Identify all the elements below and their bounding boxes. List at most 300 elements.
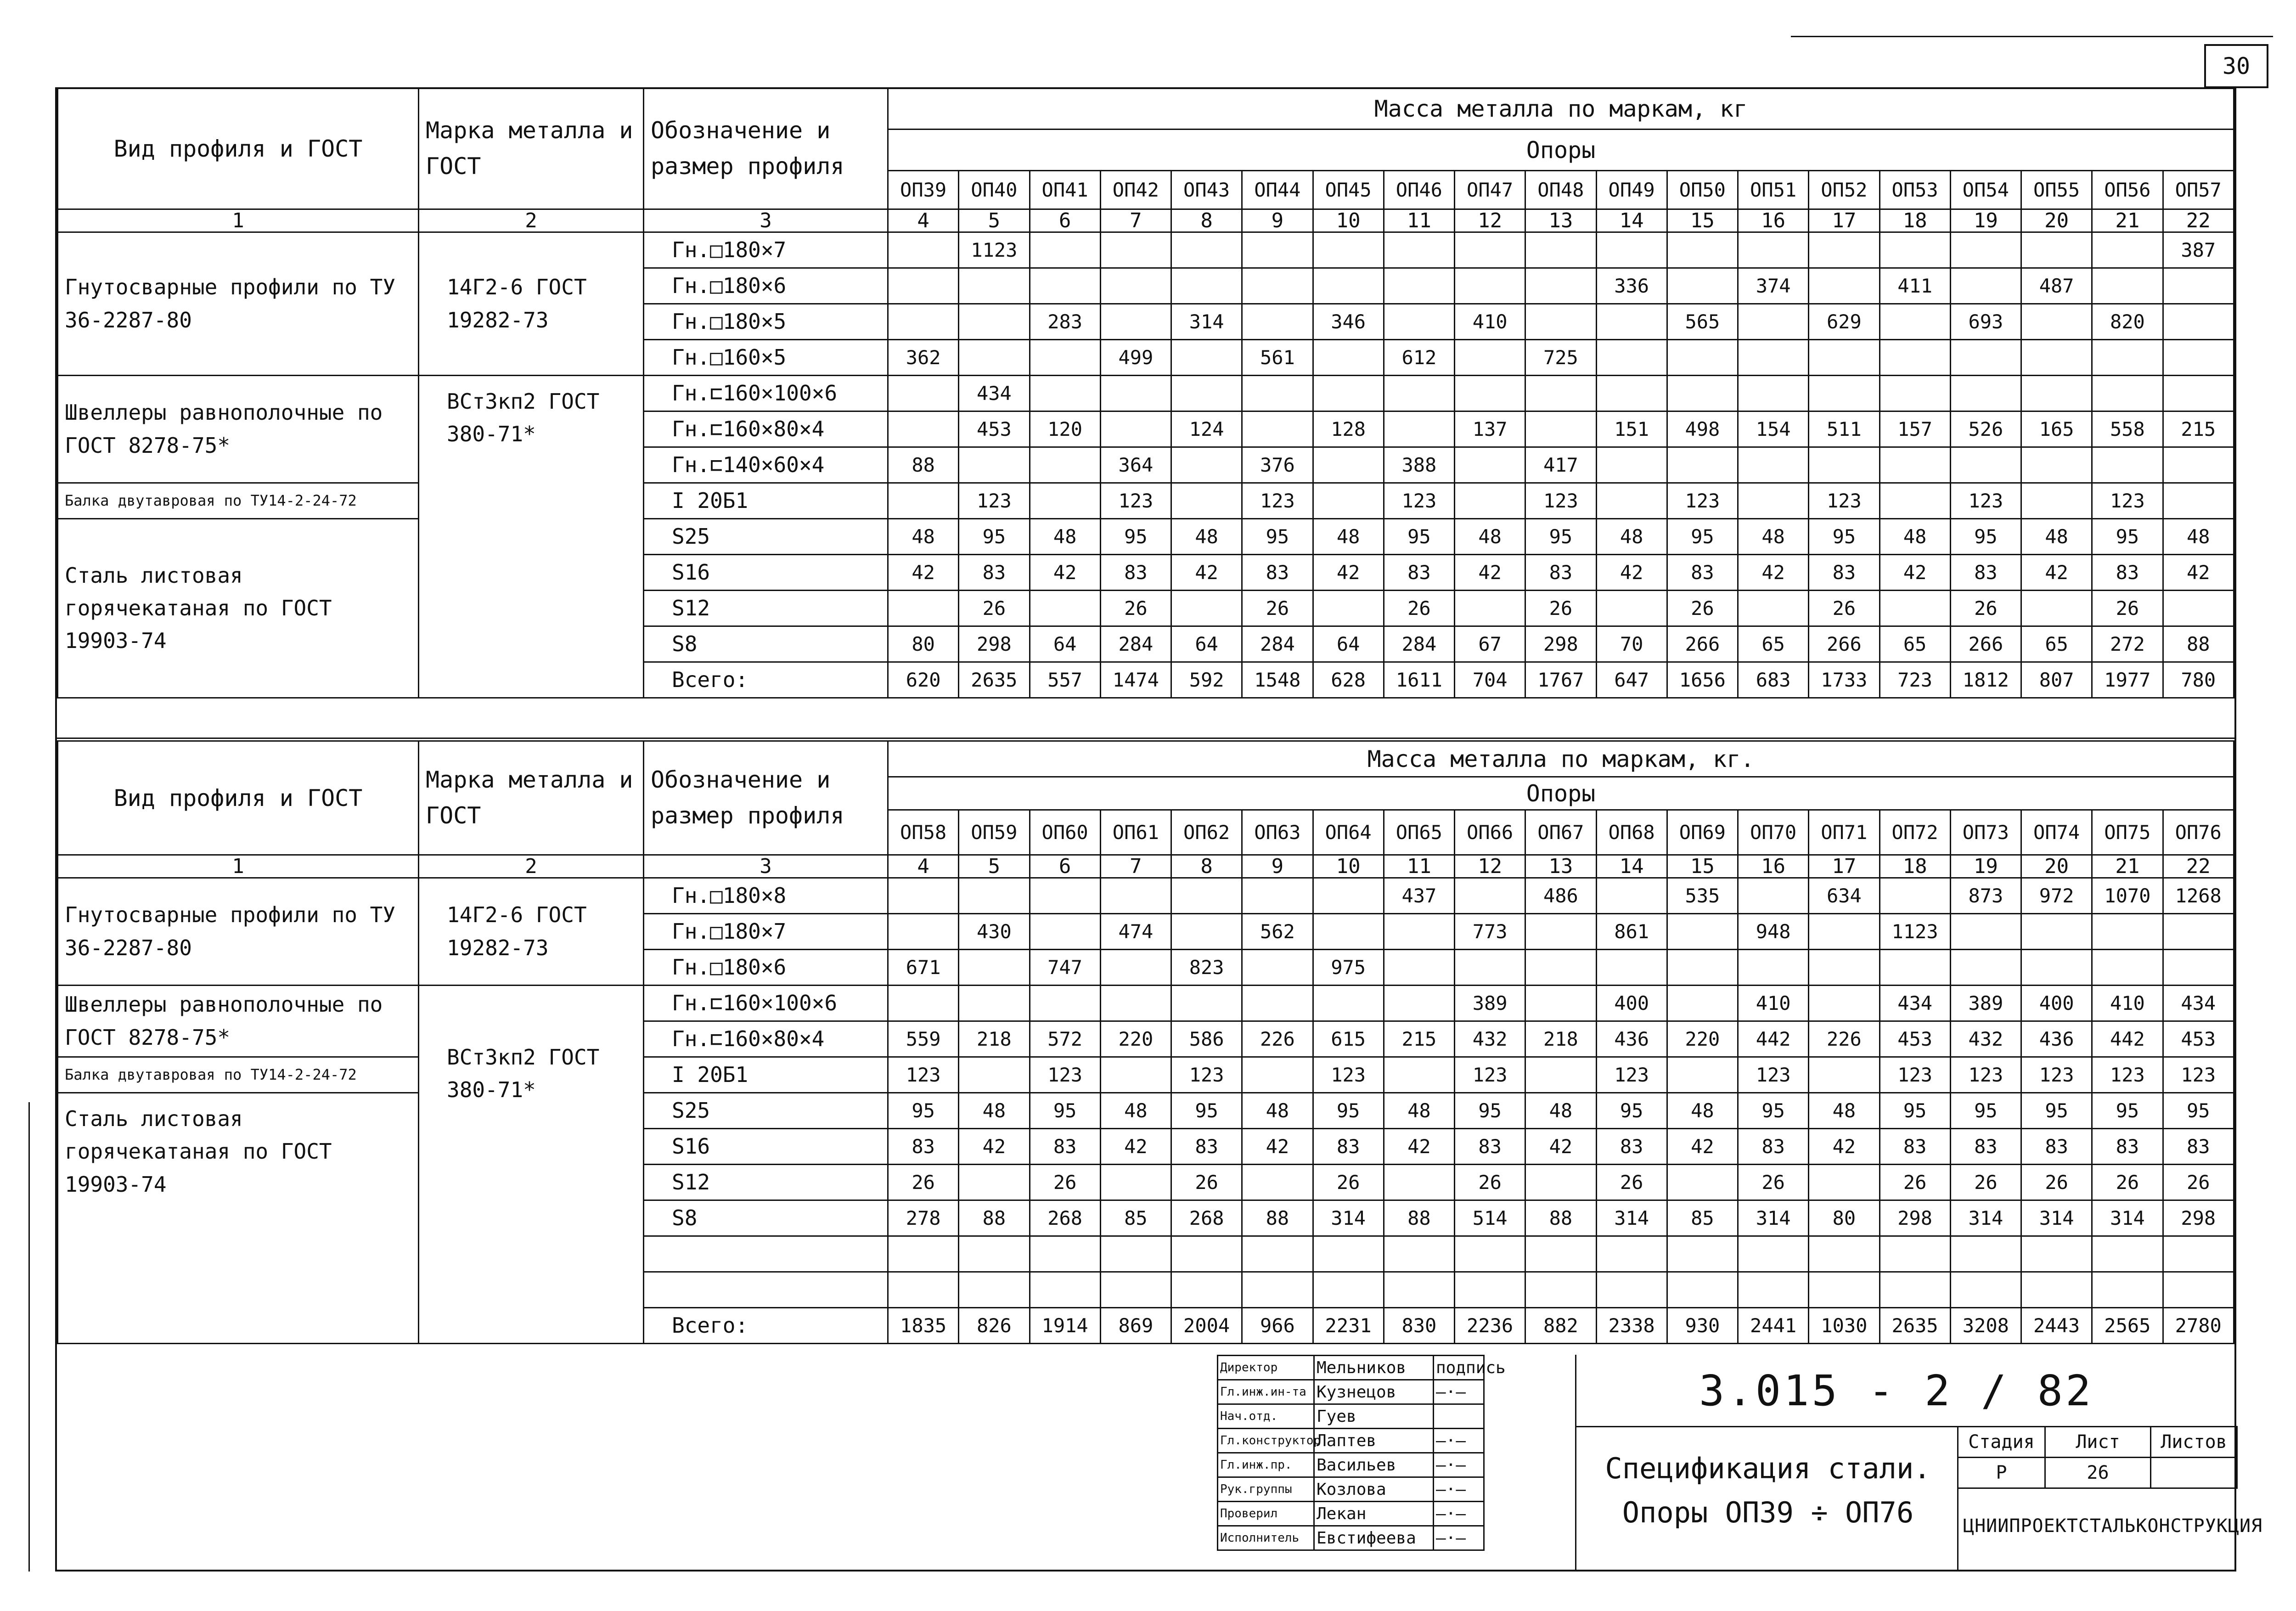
mass-value: 830 bbox=[1384, 1308, 1454, 1344]
mass-value bbox=[1171, 268, 1242, 304]
mass-value bbox=[888, 411, 959, 447]
mass-value: 410 bbox=[1455, 304, 1525, 340]
mass-value: 83 bbox=[1455, 1129, 1525, 1165]
mass-value: 557 bbox=[1030, 662, 1100, 698]
profile-designation: S16 bbox=[644, 555, 888, 591]
mass-value bbox=[1171, 591, 1242, 626]
mass-value bbox=[1242, 376, 1313, 411]
support-code: ОП55 bbox=[2021, 171, 2092, 209]
mass-value bbox=[1242, 1236, 1313, 1272]
mass-value: 123 bbox=[2092, 1057, 2163, 1093]
profile-designation: Гн.□180×6 bbox=[644, 268, 888, 304]
mass-value bbox=[1455, 878, 1525, 914]
column-number: 12 bbox=[1455, 855, 1525, 878]
mass-value: 123 bbox=[1667, 483, 1738, 519]
profile-designation: I 20Б1 bbox=[644, 483, 888, 519]
mass-value: 123 bbox=[1950, 1057, 2021, 1093]
mass-value: 2236 bbox=[1455, 1308, 1525, 1344]
mass-value: 1548 bbox=[1242, 662, 1313, 698]
mass-value: 42 bbox=[1596, 555, 1667, 591]
mass-value bbox=[959, 986, 1030, 1021]
mass-value: 861 bbox=[1596, 914, 1667, 950]
mass-value bbox=[959, 447, 1030, 483]
mass-value bbox=[1667, 340, 1738, 376]
mass-value bbox=[1384, 376, 1454, 411]
mass-value bbox=[1738, 340, 1809, 376]
mass-value bbox=[1313, 268, 1384, 304]
mass-value: 266 bbox=[1950, 626, 2021, 662]
mass-value bbox=[1313, 914, 1384, 950]
support-code: ОП42 bbox=[1100, 171, 1171, 209]
mass-value: 410 bbox=[2092, 986, 2163, 1021]
mass-value: 48 bbox=[1100, 1093, 1171, 1129]
mass-value bbox=[959, 1057, 1030, 1093]
mass-value: 95 bbox=[888, 1093, 959, 1129]
mass-value: 26 bbox=[1100, 591, 1171, 626]
spec-table-2 bbox=[57, 740, 2234, 1344]
mass-value bbox=[1455, 1236, 1525, 1272]
signature-row bbox=[1218, 1356, 1484, 1380]
mass-value bbox=[1950, 1272, 2021, 1308]
mass-value: 42 bbox=[1738, 555, 1809, 591]
mass-value: 42 bbox=[1809, 1129, 1880, 1165]
profile-designation: Гн.⊏160×80×4 bbox=[644, 1021, 888, 1057]
support-code: ОП66 bbox=[1455, 810, 1525, 855]
mass-value bbox=[2021, 340, 2092, 376]
mass-value: 1914 bbox=[1030, 1308, 1100, 1344]
support-code: ОП62 bbox=[1171, 810, 1242, 855]
signer-sign: —·— bbox=[1434, 1380, 1484, 1404]
mass-title: Масса металла по маркам, кг. bbox=[888, 741, 2234, 777]
mass-value bbox=[1100, 950, 1171, 986]
mass-value bbox=[1171, 914, 1242, 950]
mass-value bbox=[888, 268, 959, 304]
mass-value bbox=[1525, 1236, 1596, 1272]
mass-value: 1656 bbox=[1667, 662, 1738, 698]
mass-value: 95 bbox=[1030, 1093, 1100, 1129]
mass-value bbox=[2163, 447, 2234, 483]
mass-value bbox=[1242, 1057, 1313, 1093]
mass-value bbox=[2163, 1272, 2234, 1308]
signature-row bbox=[1218, 1404, 1484, 1429]
support-code: ОП48 bbox=[1525, 171, 1596, 209]
mass-value: 48 bbox=[888, 519, 959, 555]
mass-value bbox=[1384, 268, 1454, 304]
mass-value bbox=[1809, 1165, 1880, 1200]
mass-value: 930 bbox=[1667, 1308, 1738, 1344]
mass-value bbox=[1525, 376, 1596, 411]
mass-value bbox=[1667, 950, 1738, 986]
mass-value: 2231 bbox=[1313, 1308, 1384, 1344]
mass-value: 48 bbox=[1667, 1093, 1738, 1129]
mass-value bbox=[1455, 340, 1525, 376]
mass-value: 48 bbox=[1384, 1093, 1454, 1129]
mass-value: 42 bbox=[1242, 1129, 1313, 1165]
mass-value bbox=[1030, 1272, 1100, 1308]
column-number: 20 bbox=[2021, 209, 2092, 232]
profile-designation: S8 bbox=[644, 1200, 888, 1236]
mass-value bbox=[1455, 447, 1525, 483]
support-code: ОП40 bbox=[959, 171, 1030, 209]
column-number: 8 bbox=[1171, 855, 1242, 878]
mass-value: 723 bbox=[1880, 662, 1950, 698]
column-number: 10 bbox=[1313, 855, 1384, 878]
mass-value: 120 bbox=[1030, 411, 1100, 447]
mass-value: 48 bbox=[959, 1093, 1030, 1129]
mass-value: 95 bbox=[2163, 1093, 2234, 1129]
mass-value bbox=[959, 1272, 1030, 1308]
support-code: ОП75 bbox=[2092, 810, 2163, 855]
mass-value bbox=[1880, 376, 1950, 411]
mass-value bbox=[1030, 340, 1100, 376]
mass-value: 123 bbox=[1880, 1057, 1950, 1093]
mass-value: 64 bbox=[1030, 626, 1100, 662]
mass-value: 48 bbox=[1525, 1093, 1596, 1129]
mass-value bbox=[2092, 914, 2163, 950]
column-number: 12 bbox=[1455, 209, 1525, 232]
support-code: ОП69 bbox=[1667, 810, 1738, 855]
mass-value: 95 bbox=[959, 519, 1030, 555]
mass-value bbox=[2092, 1272, 2163, 1308]
mass-value bbox=[1738, 483, 1809, 519]
mass-value bbox=[1809, 1236, 1880, 1272]
mass-value bbox=[1596, 483, 1667, 519]
mass-value: 26 bbox=[1313, 1165, 1384, 1200]
mass-value: 42 bbox=[1030, 555, 1100, 591]
mass-value bbox=[1384, 914, 1454, 950]
mass-value bbox=[1667, 1236, 1738, 1272]
mass-value bbox=[1950, 950, 2021, 986]
mass-value: 434 bbox=[1880, 986, 1950, 1021]
mass-value: 410 bbox=[1738, 986, 1809, 1021]
mass-value: 620 bbox=[888, 662, 959, 698]
mass-value: 26 bbox=[2092, 1165, 2163, 1200]
drawing-title-line2: Опоры ОП39 ÷ ОП76 bbox=[1622, 1496, 1914, 1530]
column-number: 14 bbox=[1596, 855, 1667, 878]
group-channels: Швеллеры равнополочные по ГОСТ 8278-75* bbox=[58, 986, 419, 1057]
mass-value: 873 bbox=[1950, 878, 2021, 914]
mass-value: 612 bbox=[1384, 340, 1454, 376]
col-header-view: Вид профиля и ГОСТ bbox=[58, 741, 419, 855]
sheet-value: 26 bbox=[2045, 1458, 2151, 1488]
mass-value bbox=[1596, 950, 1667, 986]
mass-value: 154 bbox=[1738, 411, 1809, 447]
mass-value bbox=[1313, 878, 1384, 914]
top-border-line bbox=[1791, 36, 2273, 37]
mass-value: 586 bbox=[1171, 1021, 1242, 1057]
mass-value: 1812 bbox=[1950, 662, 2021, 698]
mass-value: 95 bbox=[1950, 519, 2021, 555]
mass-value: 453 bbox=[959, 411, 1030, 447]
mass-value: 123 bbox=[1171, 1057, 1242, 1093]
grade-vst3kp2: ВСт3кп2 ГОСТ 380-71* bbox=[419, 376, 644, 698]
mass-value bbox=[1738, 1236, 1809, 1272]
mass-value: 123 bbox=[959, 483, 1030, 519]
support-code: ОП73 bbox=[1950, 810, 2021, 855]
mass-value: 298 bbox=[2163, 1200, 2234, 1236]
mass-value: 2004 bbox=[1171, 1308, 1242, 1344]
mass-value: 83 bbox=[1950, 555, 2021, 591]
column-number: 17 bbox=[1809, 209, 1880, 232]
mass-value bbox=[1242, 304, 1313, 340]
mass-value: 561 bbox=[1242, 340, 1313, 376]
mass-value: 634 bbox=[1809, 878, 1880, 914]
mass-value bbox=[1242, 1272, 1313, 1308]
mass-value bbox=[1030, 376, 1100, 411]
mass-value bbox=[1738, 376, 1809, 411]
mass-value bbox=[1030, 986, 1100, 1021]
mass-value: 95 bbox=[1596, 1093, 1667, 1129]
mass-value: 26 bbox=[1384, 591, 1454, 626]
col-header-designation: Обозначение и размер профиля bbox=[644, 741, 888, 855]
mass-value: 95 bbox=[2021, 1093, 2092, 1129]
mass-value: 615 bbox=[1313, 1021, 1384, 1057]
profile-designation: Гн.□160×5 bbox=[644, 340, 888, 376]
profile-designation: S12 bbox=[644, 1165, 888, 1200]
mass-value: 157 bbox=[1880, 411, 1950, 447]
mass-value: 284 bbox=[1100, 626, 1171, 662]
mass-value: 2443 bbox=[2021, 1308, 2092, 1344]
mass-value bbox=[1100, 878, 1171, 914]
column-number: 13 bbox=[1525, 209, 1596, 232]
mass-value bbox=[1525, 411, 1596, 447]
profile-designation: S25 bbox=[644, 519, 888, 555]
mass-value: 83 bbox=[1950, 1129, 2021, 1165]
mass-value: 65 bbox=[1880, 626, 1950, 662]
mass-value bbox=[1525, 950, 1596, 986]
mass-value: 95 bbox=[2092, 1093, 2163, 1129]
mass-value: 95 bbox=[1809, 519, 1880, 555]
col-header-view: Вид профиля и ГОСТ bbox=[58, 88, 419, 209]
mass-value: 26 bbox=[1667, 591, 1738, 626]
mass-value bbox=[1455, 232, 1525, 268]
support-code: ОП43 bbox=[1171, 171, 1242, 209]
mass-value: 83 bbox=[1030, 1129, 1100, 1165]
mass-value: 123 bbox=[1384, 483, 1454, 519]
separator-line bbox=[55, 738, 2236, 739]
mass-value bbox=[1171, 483, 1242, 519]
mass-value: 268 bbox=[1030, 1200, 1100, 1236]
mass-value: 123 bbox=[1455, 1057, 1525, 1093]
mass-value: 42 bbox=[1100, 1129, 1171, 1165]
mass-value bbox=[1880, 340, 1950, 376]
mass-value: 535 bbox=[1667, 878, 1738, 914]
mass-value bbox=[1525, 986, 1596, 1021]
column-number: 13 bbox=[1525, 855, 1596, 878]
mass-value bbox=[1525, 1165, 1596, 1200]
support-code: ОП61 bbox=[1100, 810, 1171, 855]
mass-value: 2441 bbox=[1738, 1308, 1809, 1344]
mass-value: 2565 bbox=[2092, 1308, 2163, 1344]
column-number: 2 bbox=[419, 855, 644, 878]
column-number: 9 bbox=[1242, 209, 1313, 232]
column-number: 16 bbox=[1738, 855, 1809, 878]
mass-value bbox=[1809, 1057, 1880, 1093]
mass-value bbox=[1455, 376, 1525, 411]
mass-value: 559 bbox=[888, 1021, 959, 1057]
mass-value: 869 bbox=[1100, 1308, 1171, 1344]
support-code: ОП49 bbox=[1596, 171, 1667, 209]
column-number: 15 bbox=[1667, 855, 1738, 878]
mass-value bbox=[1100, 304, 1171, 340]
mass-value: 1030 bbox=[1809, 1308, 1880, 1344]
mass-value: 1123 bbox=[959, 232, 1030, 268]
column-number: 10 bbox=[1313, 209, 1384, 232]
mass-value: 83 bbox=[1242, 555, 1313, 591]
mass-value: 42 bbox=[1455, 555, 1525, 591]
mass-value: 26 bbox=[1242, 591, 1313, 626]
support-code: ОП65 bbox=[1384, 810, 1454, 855]
mass-value: 972 bbox=[2021, 878, 2092, 914]
mass-value bbox=[1313, 986, 1384, 1021]
mass-value bbox=[2092, 950, 2163, 986]
mass-value: 95 bbox=[1171, 1093, 1242, 1129]
mass-value bbox=[1242, 232, 1313, 268]
mass-value: 629 bbox=[1809, 304, 1880, 340]
mass-value bbox=[2021, 1272, 2092, 1308]
mass-value bbox=[2021, 304, 2092, 340]
mass-value: 80 bbox=[1809, 1200, 1880, 1236]
mass-value bbox=[959, 1165, 1030, 1200]
support-code: ОП44 bbox=[1242, 171, 1313, 209]
mass-value bbox=[2092, 232, 2163, 268]
mass-value bbox=[1100, 268, 1171, 304]
column-number: 6 bbox=[1030, 855, 1100, 878]
support-code: ОП39 bbox=[888, 171, 959, 209]
table-row bbox=[58, 376, 2234, 411]
mass-value: 2635 bbox=[959, 662, 1030, 698]
mass-value: 26 bbox=[1171, 1165, 1242, 1200]
mass-value bbox=[1030, 268, 1100, 304]
support-code: ОП53 bbox=[1880, 171, 1950, 209]
signature-row bbox=[1218, 1502, 1484, 1526]
mass-value: 42 bbox=[2021, 555, 2092, 591]
mass-value bbox=[1667, 914, 1738, 950]
mass-value: 88 bbox=[959, 1200, 1030, 1236]
mass-value: 83 bbox=[1596, 1129, 1667, 1165]
column-number: 19 bbox=[1950, 209, 2021, 232]
column-number: 9 bbox=[1242, 855, 1313, 878]
stage-value: Р bbox=[1958, 1458, 2045, 1488]
group-bent-profiles: Гнутосварные профили по ТУ 36-2287-80 bbox=[58, 878, 419, 986]
mass-value: 218 bbox=[959, 1021, 1030, 1057]
profile-designation: Гн.□180×7 bbox=[644, 232, 888, 268]
mass-value: 1767 bbox=[1525, 662, 1596, 698]
mass-value: 572 bbox=[1030, 1021, 1100, 1057]
mass-value: 123 bbox=[1030, 1057, 1100, 1093]
mass-value bbox=[1667, 268, 1738, 304]
mass-value: 123 bbox=[1596, 1057, 1667, 1093]
mass-value bbox=[1384, 986, 1454, 1021]
mass-value: 400 bbox=[1596, 986, 1667, 1021]
mass-value bbox=[1525, 1057, 1596, 1093]
signer-sign: —·— bbox=[1434, 1429, 1484, 1453]
mass-value bbox=[1384, 1236, 1454, 1272]
mass-value: 123 bbox=[1242, 483, 1313, 519]
mass-value: 65 bbox=[2021, 626, 2092, 662]
mass-value bbox=[1313, 483, 1384, 519]
mass-value bbox=[1313, 447, 1384, 483]
mass-value bbox=[1030, 878, 1100, 914]
mass-value bbox=[1384, 232, 1454, 268]
mass-value bbox=[1100, 1272, 1171, 1308]
mass-value: 48 bbox=[1455, 519, 1525, 555]
column-number: 3 bbox=[644, 209, 888, 232]
mass-value: 592 bbox=[1171, 662, 1242, 698]
mass-value: 26 bbox=[1880, 1165, 1950, 1200]
signer-name: Козлова bbox=[1314, 1477, 1434, 1502]
column-number: 21 bbox=[2092, 209, 2163, 232]
profile-designation: Гн.□180×8 bbox=[644, 878, 888, 914]
signature-row bbox=[1218, 1429, 1484, 1453]
mass-value: 88 bbox=[2163, 626, 2234, 662]
mass-value: 2780 bbox=[2163, 1308, 2234, 1344]
mass-value: 48 bbox=[1596, 519, 1667, 555]
mass-value: 48 bbox=[1809, 1093, 1880, 1129]
profile-designation: Гн.□180×7 bbox=[644, 914, 888, 950]
mass-value: 400 bbox=[2021, 986, 2092, 1021]
mass-value: 48 bbox=[2021, 519, 2092, 555]
mass-value bbox=[1950, 1236, 2021, 1272]
profile-designation: S12 bbox=[644, 591, 888, 626]
mass-value: 83 bbox=[888, 1129, 959, 1165]
grade-14g2: 14Г2-6 ГОСТ 19282-73 bbox=[419, 232, 644, 376]
mass-value: 487 bbox=[2021, 268, 2092, 304]
mass-value: 83 bbox=[1667, 555, 1738, 591]
mass-value bbox=[1880, 878, 1950, 914]
column-number: 22 bbox=[2163, 855, 2234, 878]
support-code: ОП57 bbox=[2163, 171, 2234, 209]
mass-value bbox=[1809, 1272, 1880, 1308]
mass-value: 298 bbox=[959, 626, 1030, 662]
mass-value: 83 bbox=[1880, 1129, 1950, 1165]
mass-value bbox=[2163, 376, 2234, 411]
profile-designation: Гн.□180×6 bbox=[644, 950, 888, 986]
mass-value bbox=[888, 483, 959, 519]
mass-value bbox=[1596, 591, 1667, 626]
column-number: 7 bbox=[1100, 855, 1171, 878]
mass-value: 83 bbox=[1525, 555, 1596, 591]
mass-value bbox=[1313, 376, 1384, 411]
support-code: ОП64 bbox=[1313, 810, 1384, 855]
mass-value bbox=[959, 268, 1030, 304]
mass-value bbox=[1455, 1272, 1525, 1308]
mass-value: 83 bbox=[959, 555, 1030, 591]
mass-value bbox=[1809, 447, 1880, 483]
mass-value bbox=[1030, 483, 1100, 519]
mass-value bbox=[1242, 950, 1313, 986]
mass-value: 95 bbox=[1880, 1093, 1950, 1129]
mass-value: 26 bbox=[1738, 1165, 1809, 1200]
mass-value bbox=[1738, 878, 1809, 914]
mass-title: Масса металла по маркам, кг bbox=[888, 88, 2234, 130]
mass-value bbox=[2021, 232, 2092, 268]
signer-name: Кузнецов bbox=[1314, 1380, 1434, 1404]
mass-value: 430 bbox=[959, 914, 1030, 950]
mass-value: 565 bbox=[1667, 304, 1738, 340]
mass-value: 80 bbox=[888, 626, 959, 662]
mass-value: 773 bbox=[1455, 914, 1525, 950]
mass-value: 95 bbox=[1100, 519, 1171, 555]
signature-row bbox=[1218, 1526, 1484, 1550]
mass-value: 95 bbox=[1242, 519, 1313, 555]
mass-value: 42 bbox=[888, 555, 959, 591]
drawing-title bbox=[1580, 1447, 1956, 1535]
mass-value bbox=[1950, 376, 2021, 411]
mass-value bbox=[1171, 1236, 1242, 1272]
column-number: 11 bbox=[1384, 209, 1454, 232]
profile-designation bbox=[644, 1272, 888, 1308]
